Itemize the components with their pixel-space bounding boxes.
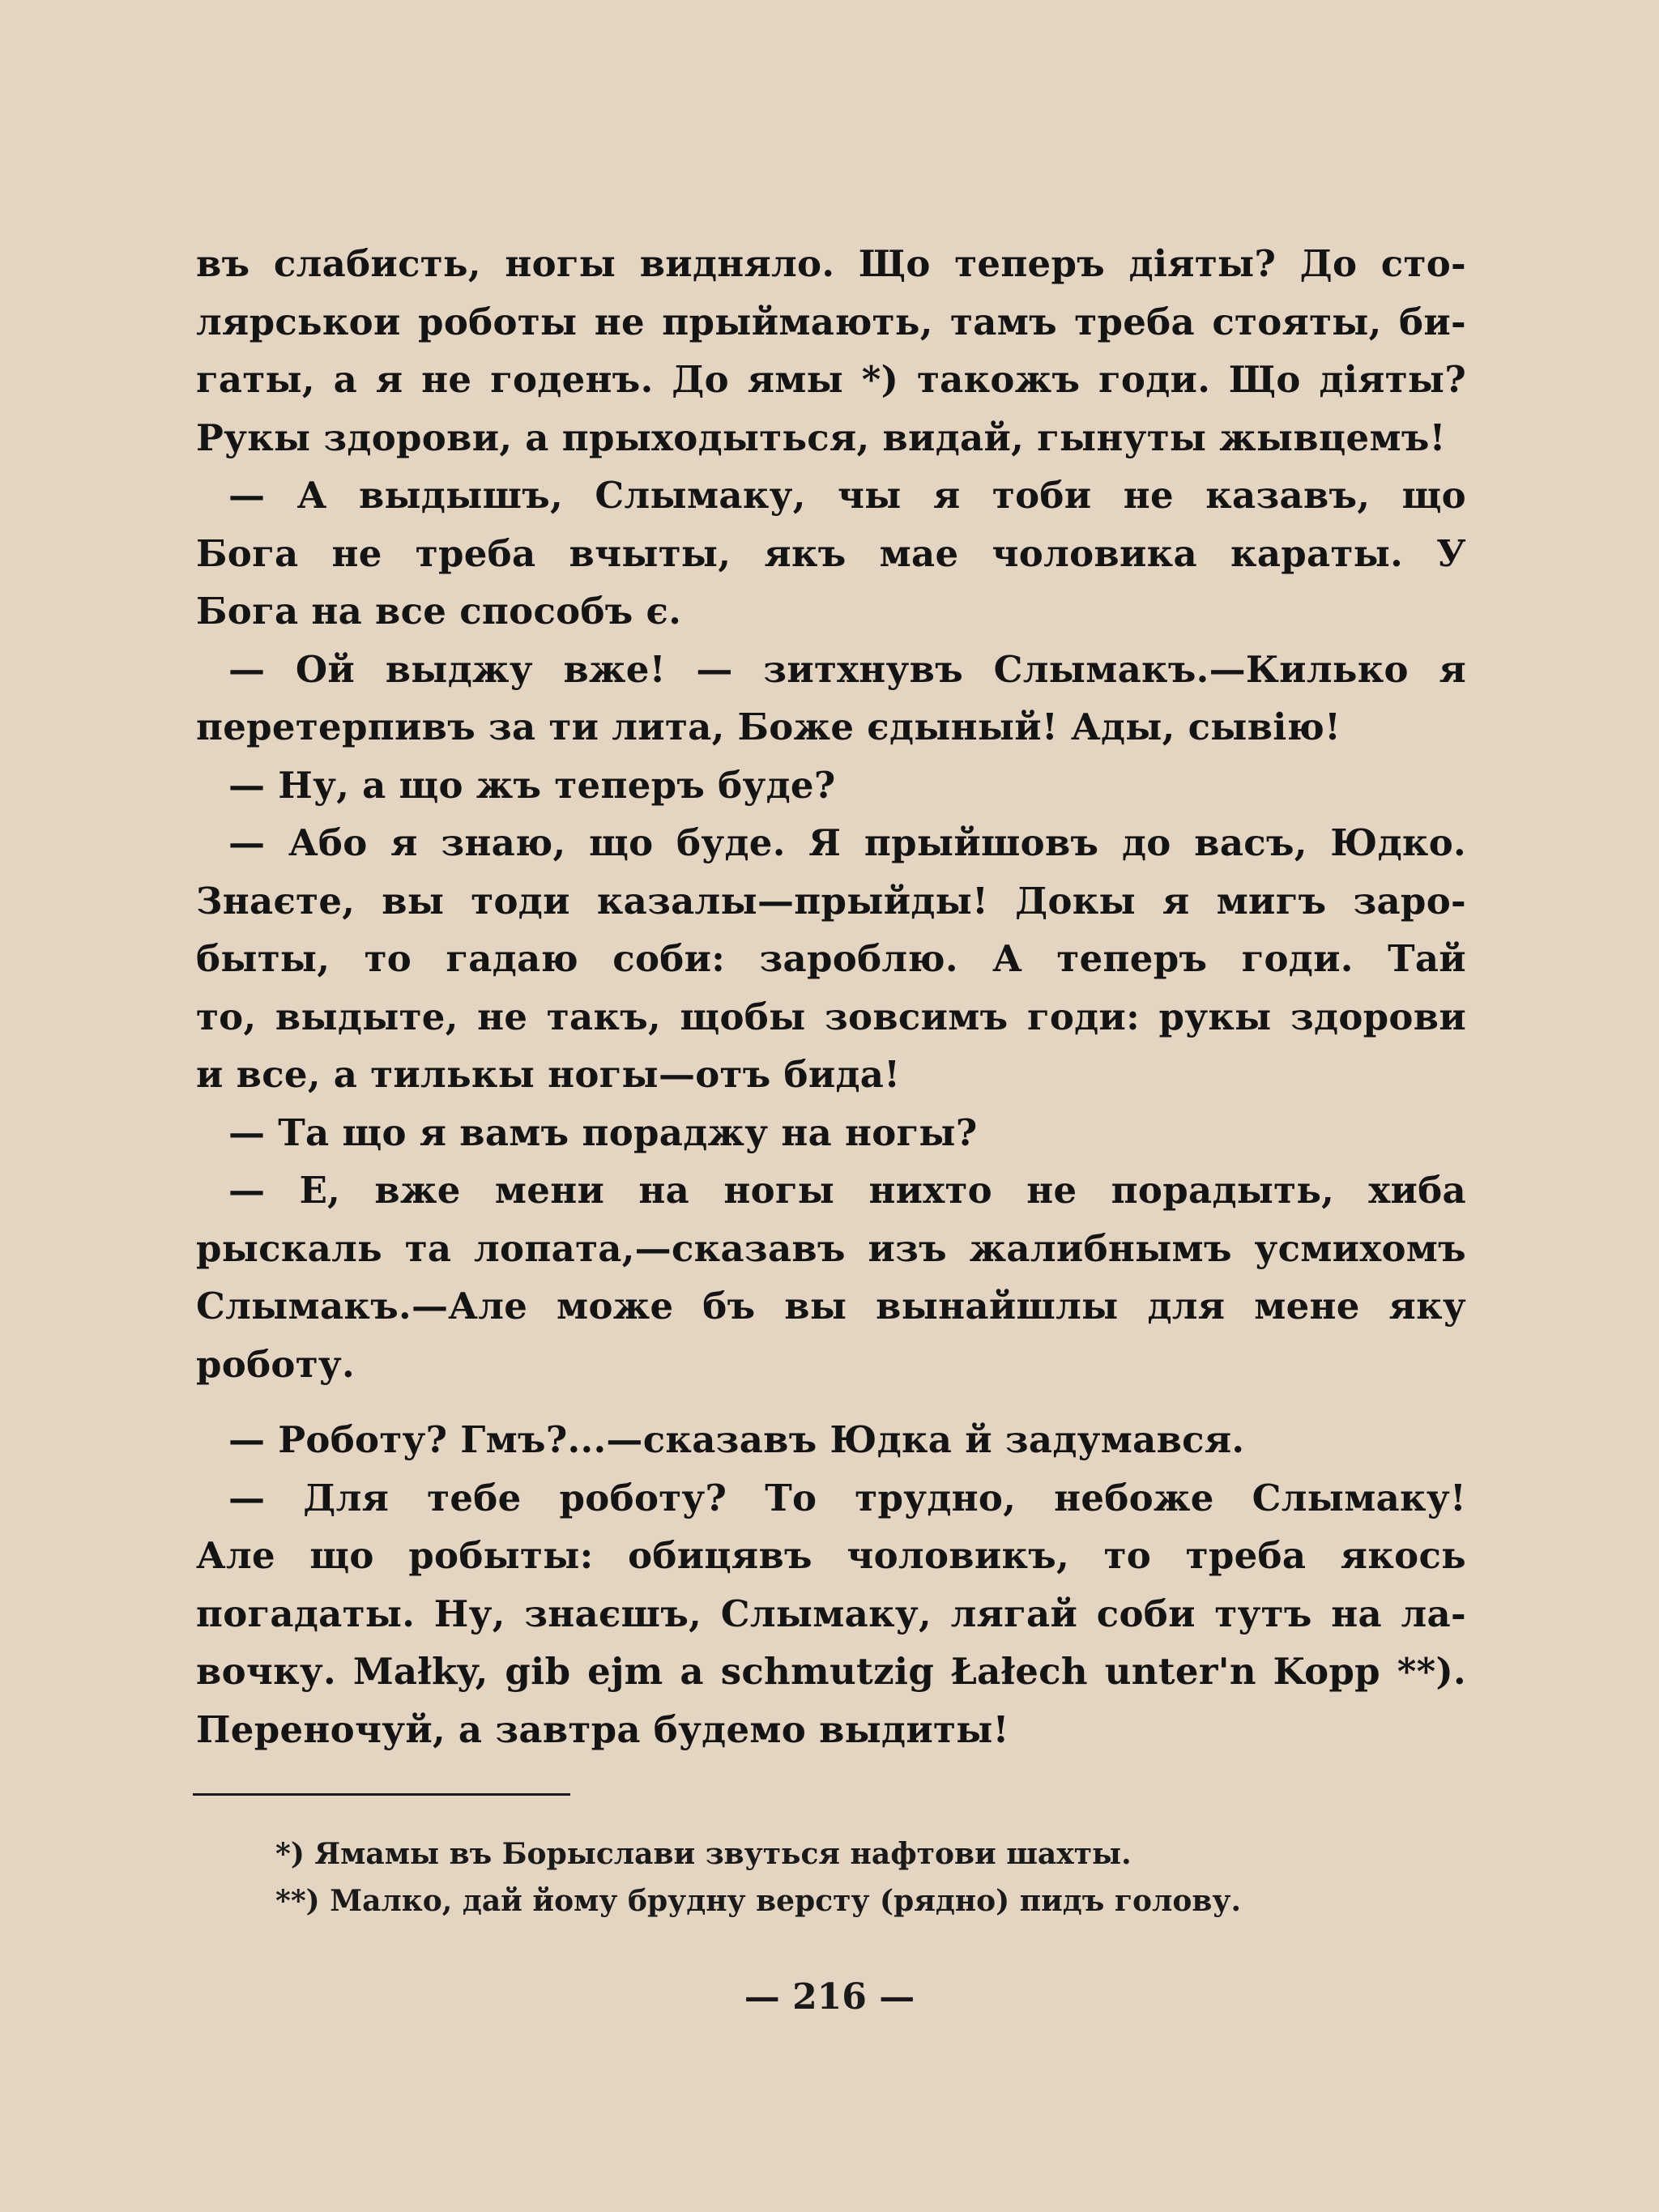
text-line: погадаты. Ну, знаєшъ, Слымаку, лягай соби тутъ на ла- (196, 1592, 1466, 1635)
text-line: — Е, вже мени на ногы нихто не порадыть, хиба (228, 1169, 1466, 1212)
text-line: рыскаль та лопата,—сказавъ изъ жалибнымъ усмихомъ (196, 1226, 1466, 1270)
text-line: въ слабисть, ногы видняло. Що теперъ діяты? До сто- (196, 242, 1466, 285)
text-line: — Або я знаю, що буде. Я прыйшовъ до васъ, Юдко. (228, 821, 1466, 864)
text-line: Переночуй, а завтра будемо выдиты! (196, 1707, 1009, 1751)
text-line: перетерпивъ за ти лита, Боже єдыный! Ады, сывію! (196, 705, 1341, 748)
text-line: то, выдыте, не такъ, щобы зовсимъ годи: рукы здорови (196, 995, 1466, 1038)
text-line: — А выдышъ, Слымаку, чы я тоби не казавъ, що (228, 474, 1466, 517)
footnote-1: *) Ямамы въ Борыслави звуться нафтови шахты. (275, 1837, 1132, 1871)
page-number: — 216 — (744, 1976, 915, 2018)
text-line: — Ну, а що жъ теперъ буде? (228, 763, 836, 807)
text-line: — Роботу? Гмъ?...—сказавъ Юдка й задумався. (228, 1418, 1245, 1461)
text-line: вочку. Małky, gib ejm a schmutzig Łałech unter'n Kopp **). (196, 1650, 1466, 1693)
text-line: роботу. (196, 1342, 355, 1386)
text-line: Але що робыты: обицявъ чоловикъ, то треба якось (196, 1534, 1466, 1577)
text-line: Бога не треба вчыты, якъ мае чоловика караты. У (196, 531, 1466, 575)
footnote-divider (193, 1793, 570, 1796)
text-line: и все, а тилькы ногы—отъ бида! (196, 1053, 901, 1096)
text-line: Рукы здорови, а прыходыться, видай, гынуты жывцемъ! (196, 416, 1446, 459)
footnote-2: **) Малко, дай йому брудну версту (рядно) пидъ голову. (275, 1884, 1241, 1918)
text-line: — Та що я вамъ пораджу на ногы? (228, 1110, 978, 1154)
text-line: Слымакъ.—Але може бъ вы вынайшлы для мене яку (196, 1285, 1466, 1328)
footnotes (275, 1831, 1458, 1924)
text-line: — Ой выджу вже! — зитхнувъ Слымакъ.—Килько я (228, 647, 1466, 691)
main-text (196, 235, 1466, 1758)
text-line: — Для тебе роботу? То трудно, небоже Слымаку! (228, 1476, 1466, 1519)
text-line: гаты, а я не годенъ. До ямы *) такожъ годи. Що діяты? (196, 358, 1466, 401)
text-line: Знаєте, вы тоди казалы—прыйды! Докы я мигъ заро- (196, 879, 1466, 923)
text-line: Бога на все способъ є. (196, 590, 682, 633)
text-line: лярськои роботы не прыймають, тамъ треба стояты, би- (196, 300, 1466, 343)
text-line: быты, то гадаю соби: зароблю. А теперъ годи. Тай (196, 937, 1466, 980)
